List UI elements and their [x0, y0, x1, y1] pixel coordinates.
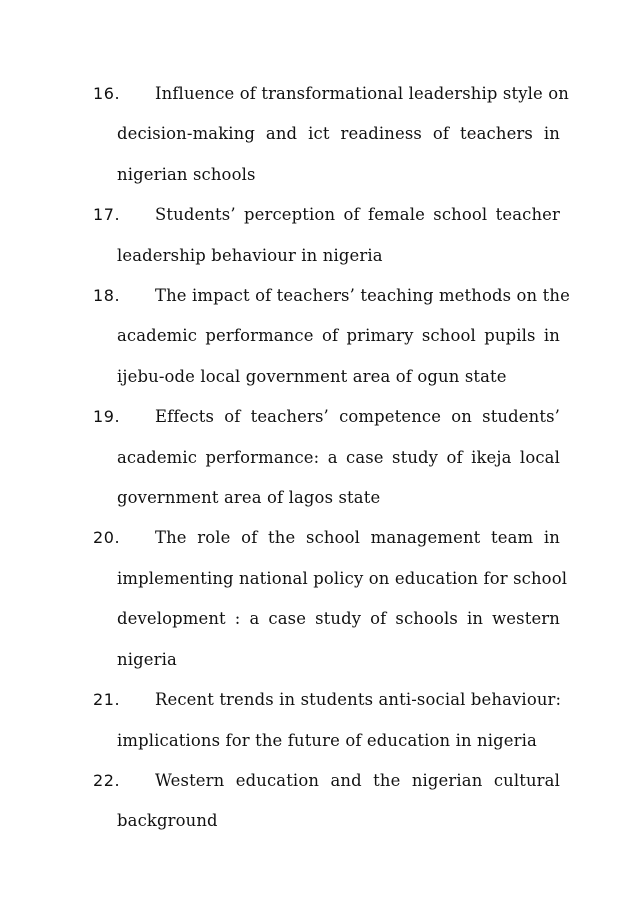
- list-item: [93, 397, 560, 518]
- item-line: development : a case study of schools in western: [117, 609, 560, 629]
- list-item: [93, 276, 570, 397]
- item-number: 19.: [93, 407, 121, 427]
- item-line: academic performance of primary school pupils in: [117, 326, 560, 346]
- list-item: [93, 518, 568, 680]
- item-line: Western education and the nigerian cultural: [155, 770, 560, 790]
- item-line: implementing national policy on education for school: [117, 568, 568, 588]
- item-line: academic performance: a case study of ikeja local: [117, 447, 560, 467]
- item-line: Students’ perception of female school teacher: [155, 205, 560, 225]
- topic-list: [93, 74, 570, 842]
- item-line: The impact of teachers’ teaching methods on the: [155, 286, 570, 306]
- item-line: implications for the future of education in nigeria: [117, 730, 537, 750]
- item-number: 17.: [93, 205, 121, 225]
- list-item: [93, 74, 569, 195]
- item-line: Recent trends in students anti-social behaviour:: [155, 690, 562, 710]
- item-line: Influence of transformational leadership style on: [155, 84, 569, 103]
- list-item: [93, 761, 560, 842]
- item-line: nigerian schools: [117, 164, 256, 184]
- item-line: nigeria: [117, 649, 177, 669]
- item-line: background: [117, 811, 218, 831]
- item-number: 16.: [93, 84, 121, 103]
- item-line: The role of the school management team in: [155, 528, 560, 548]
- item-number: 20.: [93, 528, 121, 548]
- item-line: ijebu-ode local government area of ogun state: [117, 366, 507, 386]
- item-line: decision-making and ict readiness of teachers in: [117, 124, 560, 144]
- item-number: 21.: [93, 690, 121, 710]
- item-number: 22.: [93, 770, 121, 790]
- item-number: 18.: [93, 286, 121, 306]
- item-line: government area of lagos state: [117, 488, 381, 508]
- item-line: leadership behaviour in nigeria: [117, 245, 383, 265]
- list-item: [93, 195, 560, 276]
- list-item: [93, 680, 562, 761]
- item-line: Effects of teachers’ competence on students’: [155, 407, 560, 427]
